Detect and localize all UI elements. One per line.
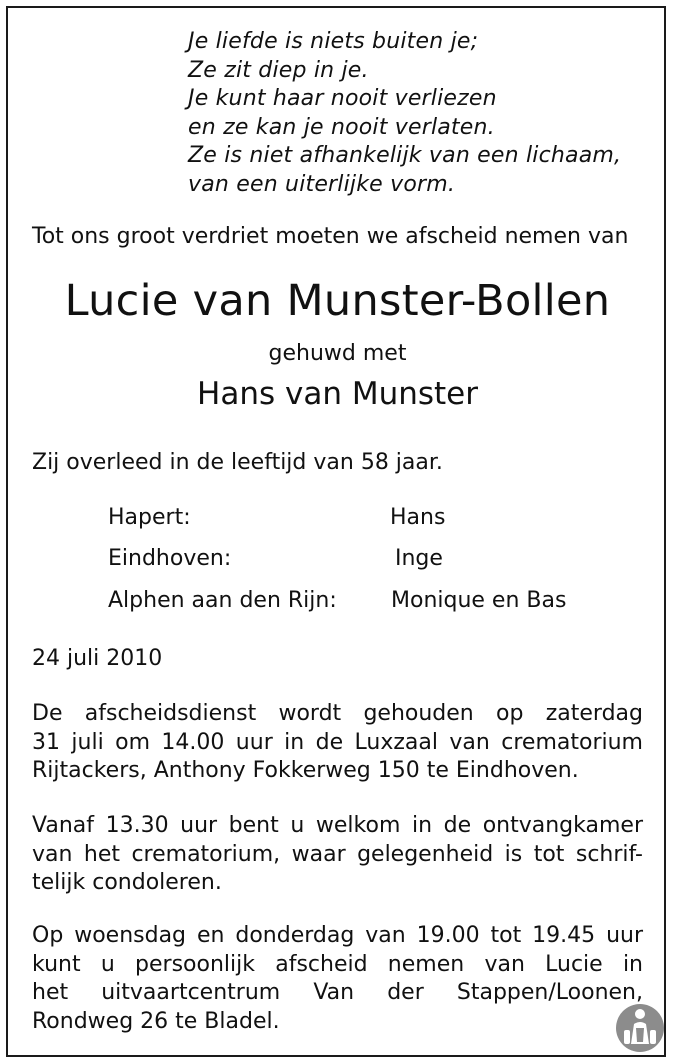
- visitation-paragraph: [32, 922, 643, 1036]
- poem-line: Je liefde is niets buiten je;: [188, 29, 479, 54]
- poem-line: en ze kan je nooit verlaten.: [188, 114, 495, 140]
- family-names: Monique en Bas: [391, 588, 567, 613]
- deceased-name: Lucie van Munster-Bollen: [64, 276, 611, 326]
- family-row: [0, 588, 675, 618]
- family-place: Alphen aan den Rijn:: [108, 588, 337, 613]
- poem: [188, 28, 621, 199]
- poem-line: van een uiterlijke vorm.: [188, 171, 456, 197]
- family-place: Eindhoven:: [108, 546, 232, 571]
- paragraph-line: telijk condoleren.: [32, 870, 222, 895]
- family-names: Inge: [395, 546, 443, 571]
- paragraph-line: 31 juli om 14.00 uur in de Luxzaal van crematorium: [32, 729, 643, 755]
- poem-line: Ze is niet afhankelijk van een lichaam,: [188, 143, 622, 168]
- date: 24 juli 2010: [32, 646, 163, 671]
- service-paragraph: [32, 700, 643, 786]
- family-row: [0, 505, 675, 535]
- reception-paragraph: [32, 812, 643, 898]
- paragraph-line: het uitvaartcentrum Van der Stappen/Loonen,: [32, 980, 643, 1005]
- poem-line: Je kunt haar nooit verliezen: [188, 86, 497, 111]
- spouse-name: Hans van Munster: [197, 376, 478, 412]
- family-row: [0, 546, 675, 576]
- paragraph-line: kunt u persoonlijk afscheid nemen van Lucie in: [32, 951, 643, 977]
- family-place: Hapert:: [108, 505, 191, 530]
- age-line: Zij overleed in de leeftijd van 58 jaar.: [32, 450, 443, 475]
- married-label: gehuwd met: [268, 341, 407, 366]
- paragraph-line: Rondweg 26 te Bladel.: [32, 1008, 280, 1034]
- paragraph-line: van het crematorium, waar gelegenheid is tot schrif-: [32, 841, 643, 867]
- family-names: Hans: [390, 505, 446, 530]
- intro-text: Tot ons groot verdriet moeten we afscheid nemen van: [32, 224, 629, 249]
- paragraph-line: De afscheidsdienst wordt gehouden op zaterdag: [32, 701, 643, 726]
- poem-line: Ze zit diep in je.: [188, 57, 369, 83]
- paragraph-line: Op woensdag en donderdag van 19.00 tot 19.45 uur: [32, 923, 643, 948]
- funeral-home-logo-icon: [614, 1002, 666, 1054]
- paragraph-line: Rijtackers, Anthony Fokkerweg 150 te Eindhoven.: [32, 758, 579, 783]
- paragraph-line: Vanaf 13.30 uur bent u welkom in de ontvangkamer: [32, 813, 643, 838]
